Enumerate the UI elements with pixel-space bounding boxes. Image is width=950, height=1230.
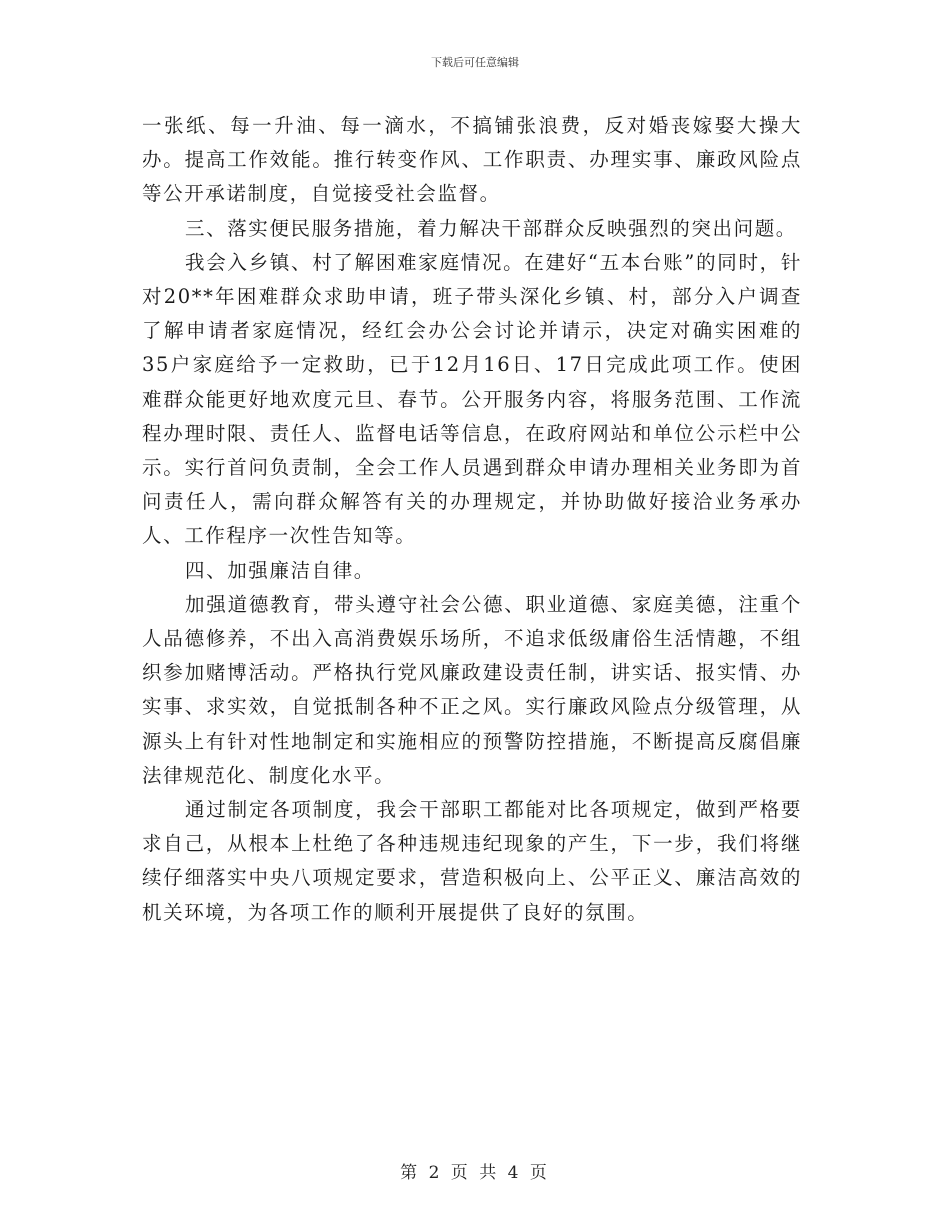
paragraph: 我会入乡镇、村了解困难家庭情况。在建好“五本台账”的同时，针对20**年困难群众求助申请，班子带头深化乡镇、村，部分入户调查了解申请者家庭情况，经红会办公会讨论并请示，决定对确实困难的35户家庭给予一定救助，已于12月16日、17日完成此项工作。使困难群众能更好地欢度元旦、春节。公开服务内容，将服务范围、工作流程办理时限、责任人、监督电话等信息，在政府网站和单位公示栏中公示。实行首问负责制，全会工作人员遇到群众申请办理相关业务即为首问责任人，需向群众解答有关的办理规定，并协助做好接洽业务承办人、工作程序一次性告知等。: [142, 250, 802, 548]
paragraph-continued: 一张纸、每一升油、每一滴水，不搞铺张浪费，反对婚丧嫁娶大操大办。提高工作效能。推行转变作风、工作职责、办理实事、廉政风险点等公开承诺制度，自觉接受社会监督。: [142, 114, 802, 206]
page-number: 第 2 页 共 4 页: [400, 1163, 550, 1183]
paragraph: 通过制定各项制度，我会干部职工都能对比各项规定，做到严格要求自己，从根本上杜绝了各种违规违纪现象的产生，下一步，我们将继续仔细落实中央八项规定要求，营造积极向上、公平正义、廉洁高效的机关环境，为各项工作的顺利开展提供了良好的氛围。: [142, 798, 802, 924]
document-body: [142, 109, 802, 930]
section-heading-3: 三、落实便民服务措施，着力解决干部群众反映强烈的突出问题。: [185, 216, 797, 240]
header-note: 下载后可任意编辑: [431, 56, 519, 69]
section-heading-4: 四、加强廉洁自律。: [185, 558, 375, 582]
paragraph: 加强道德教育，带头遵守社会公德、职业道德、家庭美德，注重个人品德修养，不出入高消费娱乐场所，不追求低级庸俗生活情趣，不组织参加赌博活动。严格执行党风廉政建设责任制，讲实话、报实情、办实事、求实效，自觉抵制各种不正之风。实行廉政风险点分级管理，从源头上有针对性地制定和实施相应的预警防控措施，不断提高反腐倡廉法律规范化、制度化水平。: [142, 592, 802, 787]
